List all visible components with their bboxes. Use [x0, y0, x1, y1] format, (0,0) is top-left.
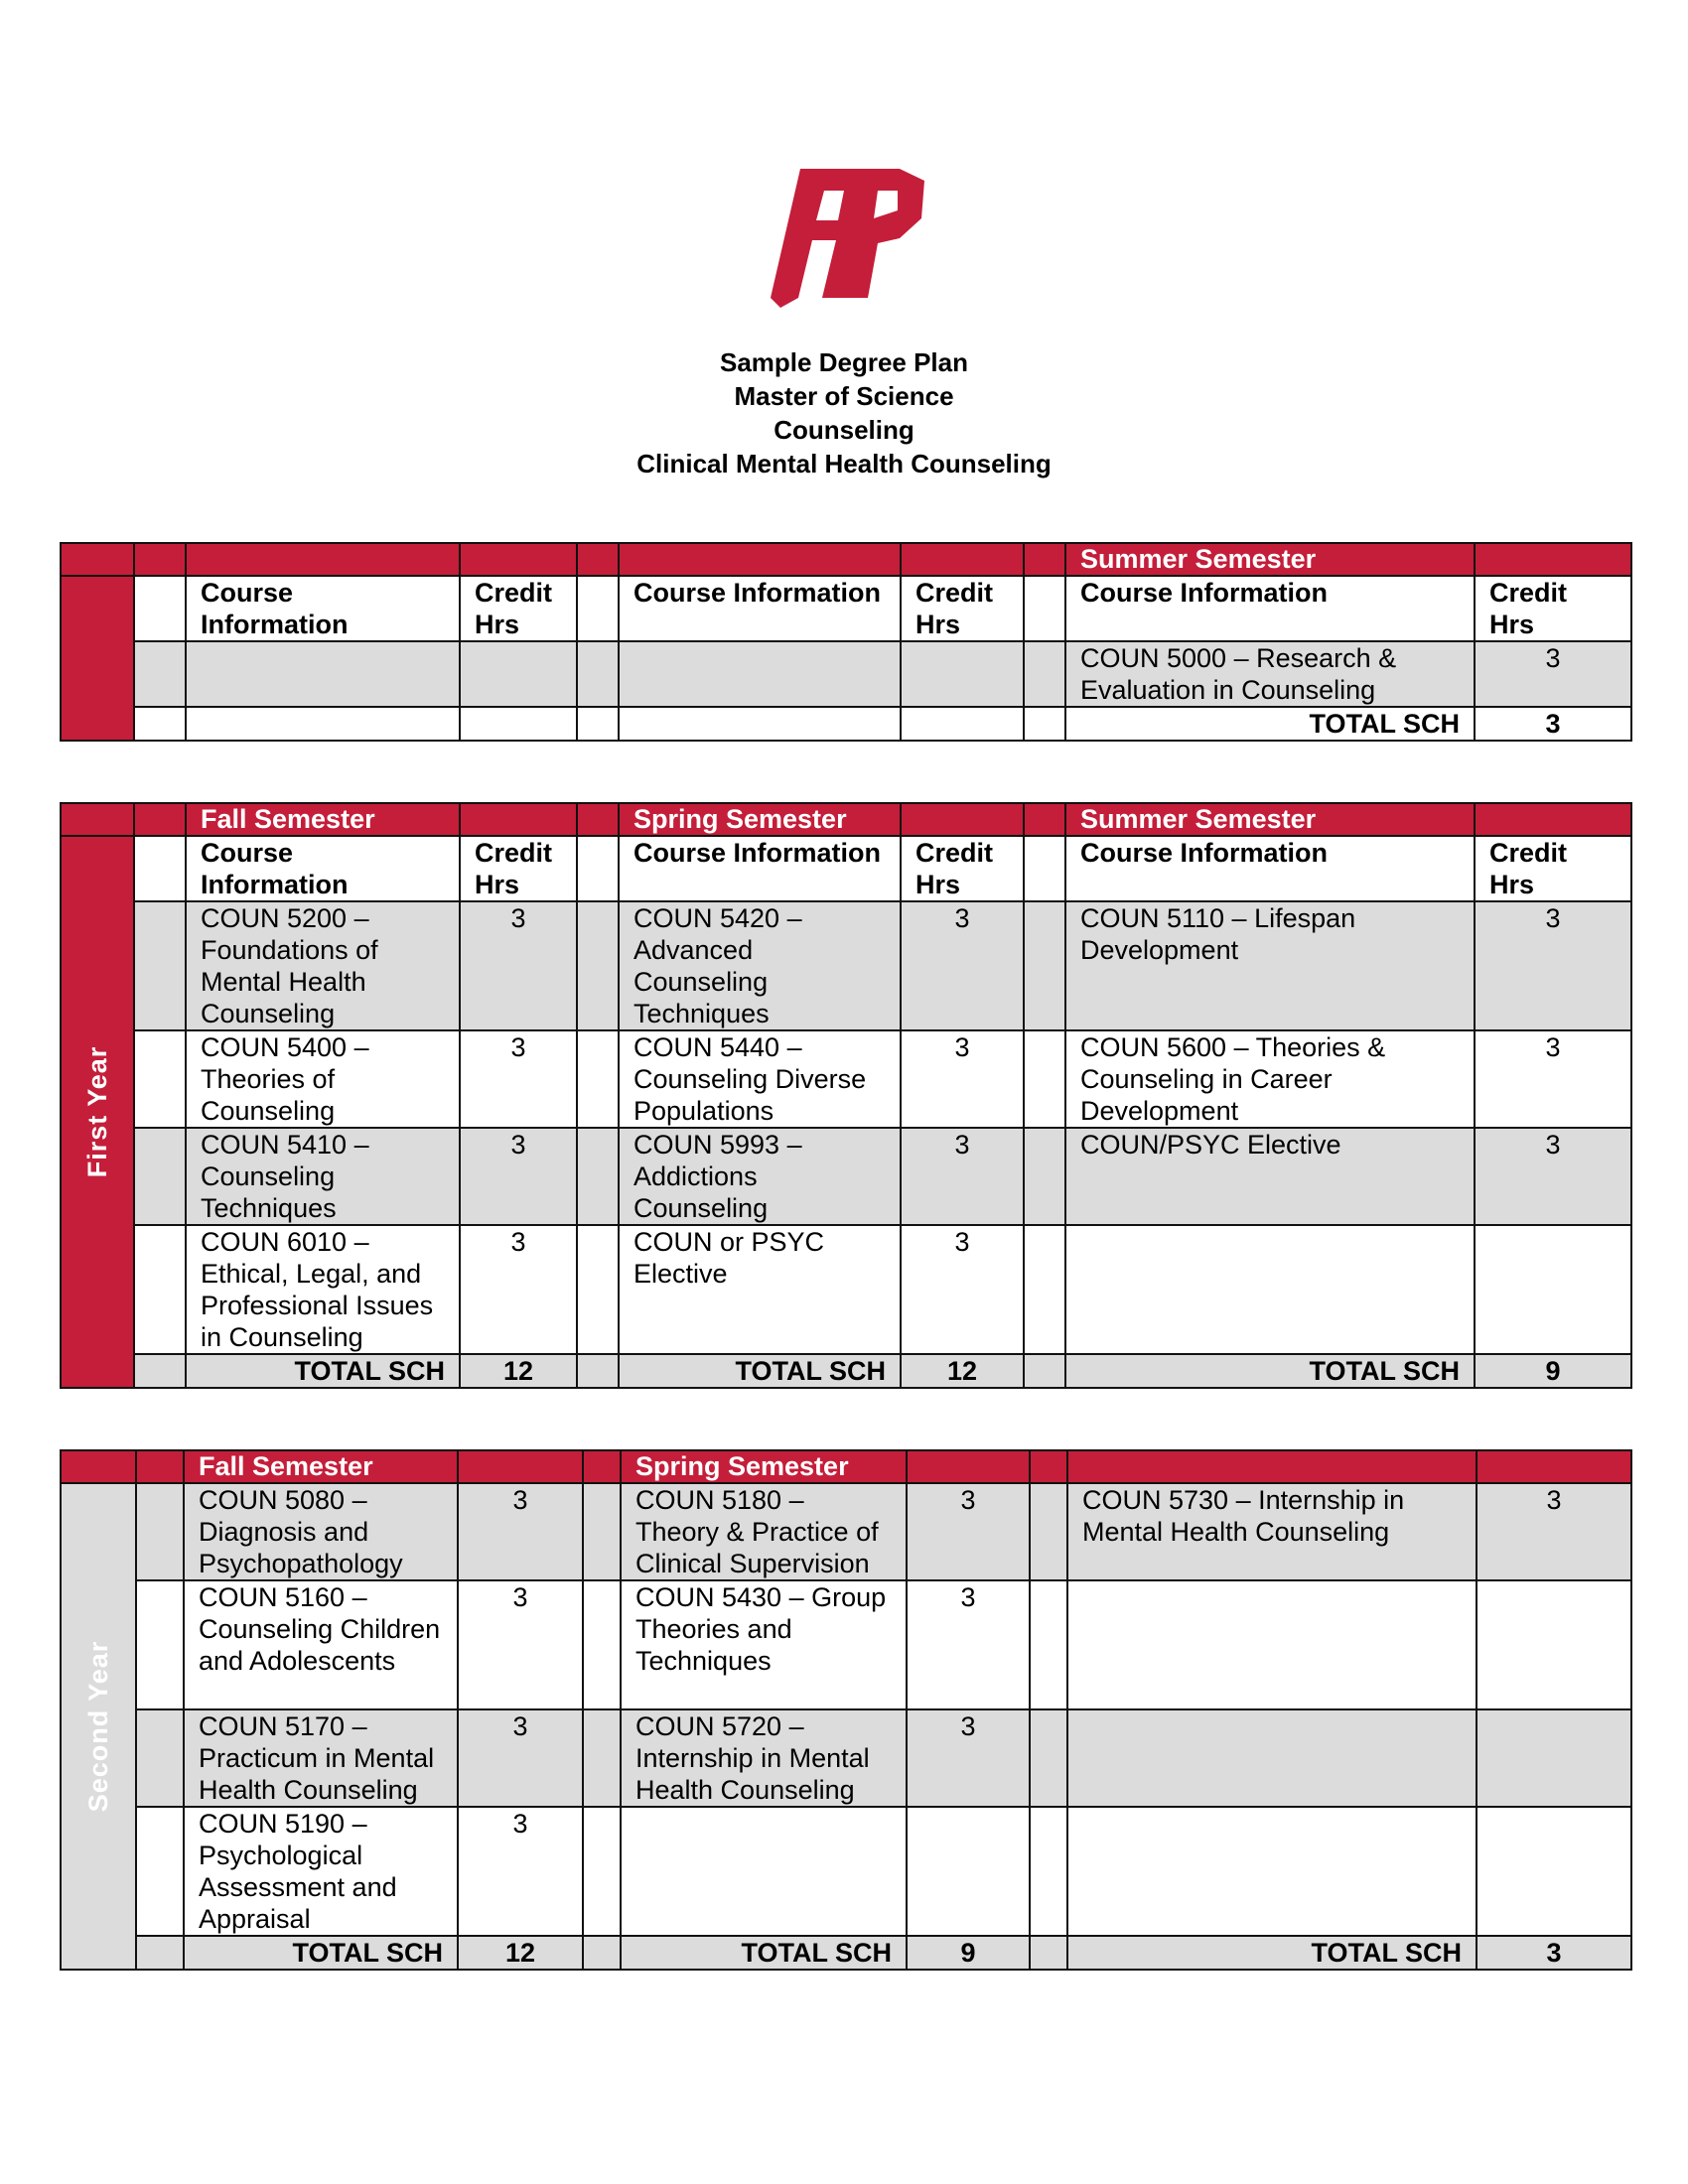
- spring-credits: 3: [907, 1483, 1030, 1580]
- course-info-header: Course Information: [186, 576, 460, 641]
- first-year-label: First Year: [82, 1045, 112, 1178]
- fall-course: COUN 5170 – Practicum in Mental Health Counseling: [184, 1709, 458, 1807]
- summer-total-value: 9: [1475, 1354, 1631, 1388]
- total-sch-label: TOTAL SCH: [1067, 1936, 1477, 1970]
- credit-hrs-header: Credit Hrs: [460, 576, 577, 641]
- summer-course: [1067, 1580, 1477, 1709]
- course-info-header: Course Information: [619, 836, 901, 901]
- title-line-1: Sample Degree Plan: [720, 347, 968, 377]
- summer-credits: 3: [1475, 1128, 1631, 1225]
- spring-credits: 3: [907, 1709, 1030, 1807]
- total-sch-label: TOTAL SCH: [1065, 707, 1475, 741]
- summer-course: COUN 5110 – Lifespan Development: [1065, 901, 1475, 1030]
- credit-hrs-header: Credit Hrs: [901, 836, 1024, 901]
- total-row: [61, 1354, 1631, 1388]
- total-sch-value: 3: [1475, 707, 1631, 741]
- second-year-label: Second Year: [83, 1640, 113, 1813]
- course-info-header: Course Information: [1065, 576, 1475, 641]
- total-sch-label: TOTAL SCH: [621, 1936, 907, 1970]
- summer-course: COUN/PSYC Elective: [1065, 1128, 1475, 1225]
- credit-hrs-header: Credit Hrs: [1475, 836, 1631, 901]
- year-side-band: [61, 576, 134, 741]
- fall-credits: 3: [458, 1580, 583, 1709]
- fall-credits: 3: [460, 1225, 577, 1354]
- fall-semester-header: Fall Semester: [184, 1450, 458, 1483]
- semester-header-row: [61, 1450, 1631, 1483]
- course-row: [61, 1483, 1631, 1580]
- summer-course: [1067, 1709, 1477, 1807]
- fall-credits: 3: [458, 1807, 583, 1936]
- spring-course: COUN 5440 – Counseling Diverse Populations: [619, 1030, 901, 1128]
- summer-credits: [1477, 1807, 1631, 1936]
- summer-course: [1067, 1807, 1477, 1936]
- spring-semester-header: Spring Semester: [621, 1450, 907, 1483]
- credit-hrs-header: Credit Hrs: [460, 836, 577, 901]
- total-sch-label: TOTAL SCH: [184, 1936, 458, 1970]
- course-row: [61, 1030, 1631, 1128]
- column-header-row: [61, 836, 1631, 901]
- semester-header-row: [61, 543, 1631, 576]
- spring-credits: 3: [907, 1580, 1030, 1709]
- course-row: [61, 641, 1631, 707]
- second-year-table: [60, 1449, 1632, 1971]
- summer-course: COUN 5600 – Theories & Counseling in Career Development: [1065, 1030, 1475, 1128]
- spring-total-value: 9: [907, 1936, 1030, 1970]
- course-info-header: Course Information: [186, 836, 460, 901]
- fall-credits: 3: [458, 1483, 583, 1580]
- course-row: [61, 1709, 1631, 1807]
- course-info-header: Course Information: [619, 576, 901, 641]
- fall-credits: 3: [460, 1128, 577, 1225]
- first-year-band: [61, 836, 134, 1388]
- summer-semester-header: Summer Semester: [1065, 803, 1475, 836]
- fall-course: COUN 5400 – Theories of Counseling: [186, 1030, 460, 1128]
- total-sch-label: TOTAL SCH: [619, 1354, 901, 1388]
- fall-total-value: 12: [460, 1354, 577, 1388]
- column-header-row: [61, 576, 1631, 641]
- fall-course: COUN 5160 – Counseling Children and Adolescents: [184, 1580, 458, 1709]
- fall-total-value: 12: [458, 1936, 583, 1970]
- summer-credits: 3: [1477, 1483, 1631, 1580]
- spring-semester-header: Spring Semester: [619, 803, 901, 836]
- spring-credits: [907, 1807, 1030, 1936]
- fall-credits: 3: [458, 1709, 583, 1807]
- prerequisite-table: [60, 542, 1632, 742]
- total-sch-label: TOTAL SCH: [186, 1354, 460, 1388]
- summer-credits: [1477, 1709, 1631, 1807]
- second-year-band: [61, 1483, 136, 1970]
- spring-credits: 3: [901, 1225, 1024, 1354]
- fall-credits: 3: [460, 1030, 577, 1128]
- spring-total-value: 12: [901, 1354, 1024, 1388]
- summer-credits: [1477, 1580, 1631, 1709]
- course-row: [61, 1128, 1631, 1225]
- fall-course: COUN 5200 – Foundations of Mental Health Counseling: [186, 901, 460, 1030]
- summer-credits: [1475, 1225, 1631, 1354]
- total-sch-label: TOTAL SCH: [1065, 1354, 1475, 1388]
- spring-course: COUN 5420 – Advanced Counseling Techniques: [619, 901, 901, 1030]
- fall-semester-header: Fall Semester: [186, 803, 460, 836]
- course-row: [61, 1580, 1631, 1709]
- spring-course: COUN 5720 – Internship in Mental Health Counseling: [621, 1709, 907, 1807]
- fall-course: COUN 5190 – Psychological Assessment and Appraisal: [184, 1807, 458, 1936]
- course-name: COUN 5000 – Research & Evaluation in Counseling: [1065, 641, 1475, 707]
- title-line-2: Master of Science: [734, 381, 954, 411]
- spring-course: COUN 5180 – Theory & Practice of Clinical Supervision: [621, 1483, 907, 1580]
- fall-course: COUN 6010 – Ethical, Legal, and Professional Issues in Counseling: [186, 1225, 460, 1354]
- fall-credits: 3: [460, 901, 577, 1030]
- credit-hrs-header: Credit Hrs: [1475, 576, 1631, 641]
- course-credits: 3: [1475, 641, 1631, 707]
- spring-credits: 3: [901, 901, 1024, 1030]
- spring-course: COUN or PSYC Elective: [619, 1225, 901, 1354]
- spring-course: [621, 1807, 907, 1936]
- total-row: [61, 707, 1631, 741]
- summer-semester-header: Summer Semester: [1065, 543, 1475, 576]
- course-row: [61, 1225, 1631, 1354]
- fall-course: COUN 5410 – Counseling Techniques: [186, 1128, 460, 1225]
- summer-credits: 3: [1475, 901, 1631, 1030]
- spring-credits: 3: [901, 1030, 1024, 1128]
- total-row: [61, 1936, 1631, 1970]
- apsu-logo: [751, 149, 939, 318]
- summer-credits: 3: [1475, 1030, 1631, 1128]
- semester-header-row: [61, 803, 1631, 836]
- fall-course: COUN 5080 – Diagnosis and Psychopathology: [184, 1483, 458, 1580]
- course-info-header: Course Information: [1065, 836, 1475, 901]
- document-title-block: [0, 345, 1688, 480]
- spring-course: COUN 5993 – Addictions Counseling: [619, 1128, 901, 1225]
- summer-course: [1065, 1225, 1475, 1354]
- summer-course: COUN 5730 – Internship in Mental Health Counseling: [1067, 1483, 1477, 1580]
- title-line-3: Counseling: [774, 415, 914, 445]
- spring-credits: 3: [901, 1128, 1024, 1225]
- credit-hrs-header: Credit Hrs: [901, 576, 1024, 641]
- summer-total-value: 3: [1477, 1936, 1631, 1970]
- course-row: [61, 1807, 1631, 1936]
- course-row: [61, 901, 1631, 1030]
- first-year-table: [60, 802, 1632, 1389]
- spring-course: COUN 5430 – Group Theories and Techniques: [621, 1580, 907, 1709]
- title-line-4: Clinical Mental Health Counseling: [636, 449, 1052, 478]
